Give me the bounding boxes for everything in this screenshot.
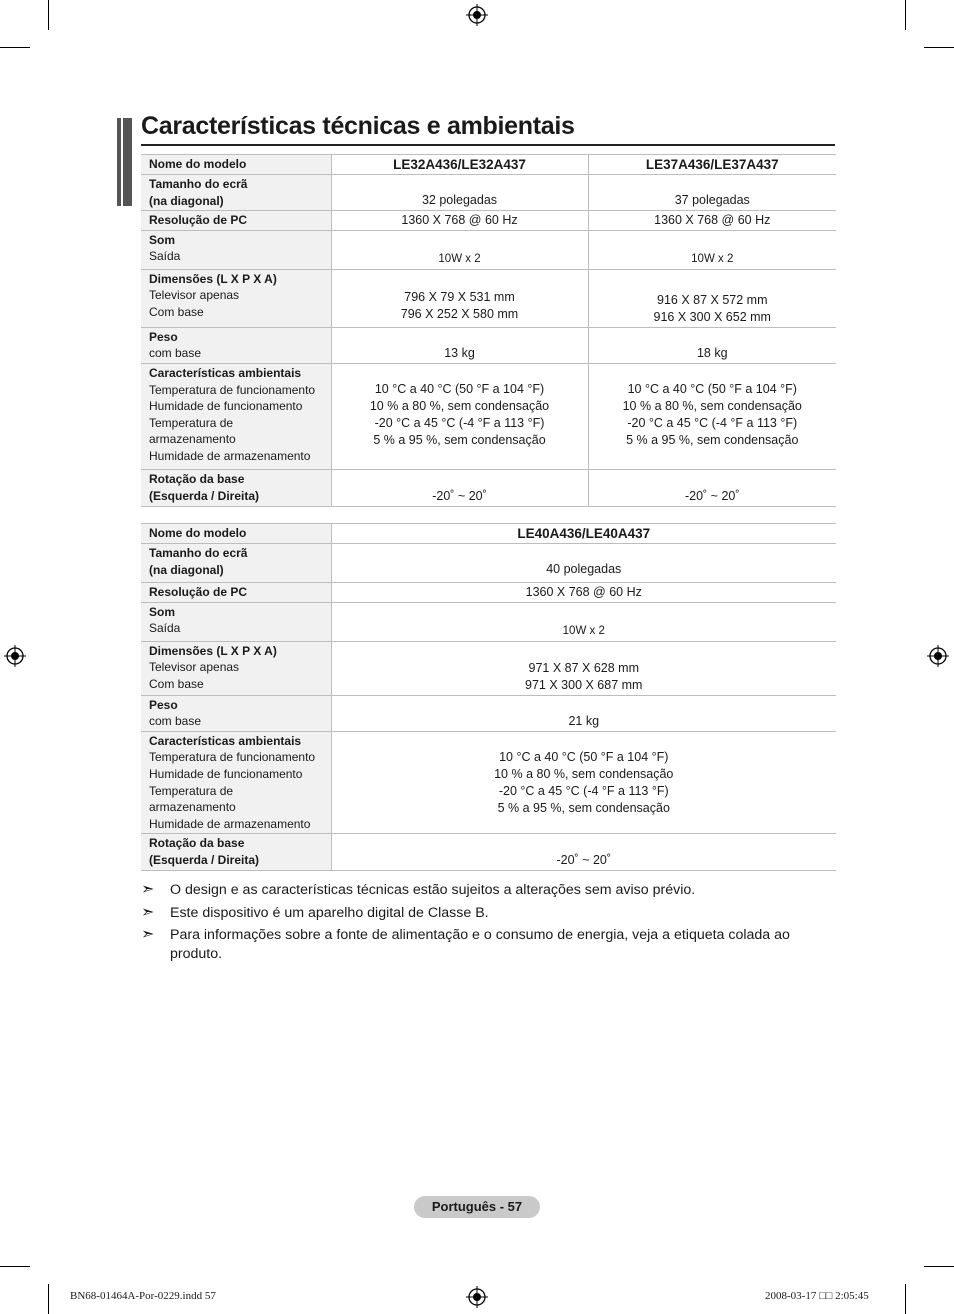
spec-table-40 — [141, 523, 836, 871]
spec-value: 1360 X 768 @ 60 Hz — [654, 212, 771, 227]
row-sublabel: Temperatura de armazenamento — [149, 783, 236, 815]
spec-value: 971 X 87 X 628 mm — [528, 660, 639, 675]
spec-value: 21 kg — [568, 713, 600, 728]
row-sublabel: Humidade de armazenamento — [149, 816, 311, 831]
table-row — [141, 602, 836, 641]
model-name: LE32A436/LE32A437 — [331, 155, 588, 175]
table-row — [141, 544, 836, 583]
model-name: LE40A436/LE40A437 — [331, 524, 836, 544]
row-label: Peso — [149, 697, 178, 712]
row-label: Resolução de PC — [149, 213, 248, 228]
spec-value: 10 °C a 40 °C (50 °F a 104 °F) — [499, 749, 669, 764]
row-sublabel: Humidade de armazenamento — [149, 448, 311, 463]
row-sublabel: Com base — [149, 304, 204, 319]
spec-value: 37 polegadas — [674, 193, 750, 208]
model-name: LE37A436/LE37A437 — [588, 155, 836, 175]
row-label: Resolução de PC — [149, 585, 248, 599]
row-label: Tamanho do ecrã — [149, 177, 248, 191]
row-label: (na diagonal) — [149, 562, 224, 577]
spec-value: 10 °C a 40 °C (50 °F a 104 °F) — [374, 381, 545, 396]
spec-value: 10 °C a 40 °C (50 °F a 104 °F) — [627, 381, 797, 396]
spec-value: 796 X 252 X 580 mm — [400, 306, 519, 321]
row-sublabel: Humidade de funcionamento — [149, 766, 303, 781]
crop-mark — [48, 0, 49, 30]
spec-value: -20˚ ~ 20˚ — [432, 488, 487, 503]
spec-value: 971 X 300 X 687 mm — [525, 677, 643, 692]
table-row — [141, 327, 836, 363]
table-row — [141, 269, 836, 327]
arrow-icon: ➣ — [141, 926, 155, 943]
spec-value: 10 % a 80 %, sem condensação — [622, 398, 802, 413]
row-label: (Esquerda / Direita) — [149, 852, 260, 867]
table-row — [141, 211, 836, 231]
print-slug-file: BN68-01464A-Por-0229.indd 57 — [70, 1290, 216, 1302]
table-row — [141, 695, 836, 731]
note-text: O design e as características técnicas estão sujeitos a alterações sem aviso prévio. — [170, 882, 696, 898]
crop-mark — [905, 1284, 906, 1314]
row-sublabel: Televisor apenas — [149, 660, 240, 675]
registration-mark-icon — [466, 4, 488, 26]
arrow-icon: ➣ — [141, 903, 155, 921]
spec-value: -20˚ ~ 20˚ — [684, 488, 740, 503]
print-slug-date: 2008-03-17 □□ 2:05:45 — [765, 1290, 869, 1302]
row-label: Som — [149, 604, 176, 619]
note-item — [141, 881, 836, 900]
spec-value: -20˚ ~ 20˚ — [556, 852, 612, 867]
spec-value: 10 % a 80 %, sem condensação — [494, 766, 674, 781]
row-sublabel: com base — [149, 714, 202, 729]
table-row — [141, 583, 836, 603]
crop-mark — [0, 1266, 30, 1267]
crop-mark — [0, 47, 30, 48]
row-sublabel: Humidade de funcionamento — [149, 399, 303, 414]
note-item — [141, 926, 836, 964]
spec-value: 10W x 2 — [562, 624, 605, 637]
spec-value: 40 polegadas — [546, 562, 622, 576]
note-item — [141, 904, 836, 923]
row-label: Dimensões (L X P X A) — [149, 643, 277, 658]
row-sublabel: Saída — [149, 621, 181, 636]
spec-value: 1360 X 768 @ 60 Hz — [525, 584, 642, 599]
table-row — [141, 731, 836, 834]
table-header-row — [141, 524, 836, 544]
page-number-badge: Português - 57 — [414, 1196, 540, 1218]
table-row — [141, 175, 836, 211]
row-label: (Esquerda / Direita) — [149, 488, 260, 503]
row-label: Rotação da base — [149, 471, 245, 486]
spec-value: 5 % a 95 %, sem condensação — [626, 432, 799, 447]
row-sublabel: com base — [149, 346, 202, 361]
row-label: Tamanho do ecrã — [149, 546, 248, 560]
row-label: Características ambientais — [149, 733, 302, 748]
table-row — [141, 834, 836, 870]
row-label: Som — [149, 232, 176, 247]
spec-value: 916 X 300 X 652 mm — [653, 309, 771, 324]
note-text: Este dispositivo é um aparelho digital de Classe B. — [170, 904, 489, 921]
table-row — [141, 230, 836, 269]
spec-value: -20 °C a 45 °C (-4 °F a 113 °F) — [498, 783, 669, 798]
row-sublabel: Saída — [149, 249, 181, 264]
arrow-icon: ➣ — [141, 881, 155, 898]
spec-value: 32 polegadas — [421, 193, 498, 208]
spec-value: 916 X 87 X 572 mm — [657, 292, 768, 307]
spec-value: 5 % a 95 %, sem condensação — [497, 800, 670, 815]
crop-mark — [48, 1284, 49, 1314]
row-label: Peso — [149, 329, 178, 344]
spec-value: 5 % a 95 %, sem condensação — [373, 432, 546, 447]
header-label: Nome do modelo — [141, 155, 331, 175]
row-sublabel: Com base — [149, 676, 204, 691]
spec-value: 13 kg — [444, 345, 475, 360]
spec-value: 10W x 2 — [691, 252, 734, 265]
registration-mark-icon — [466, 1286, 488, 1308]
row-sublabel: Temperatura de armazenamento — [149, 415, 236, 447]
crop-mark — [924, 47, 954, 48]
spec-value: 10 % a 80 %, sem condensação — [369, 398, 550, 413]
title-accent-bar — [117, 118, 132, 206]
spec-value: -20 °C a 45 °C (-4 °F a 113 °F) — [627, 415, 798, 430]
table-row — [141, 641, 836, 695]
table-header-row — [141, 155, 836, 175]
note-text: Para informações sobre a fonte de alimentação e o consumo de energia, veja a etiqueta colada ao produto. — [170, 927, 790, 962]
header-label: Nome do modelo — [141, 524, 331, 544]
spec-value: 10W x 2 — [438, 252, 481, 265]
row-sublabel: Temperatura de funcionamento — [149, 750, 316, 765]
crop-mark — [924, 1266, 954, 1267]
table-row — [141, 363, 836, 469]
row-label: (na diagonal) — [149, 193, 224, 208]
row-label: Características ambientais — [149, 365, 302, 380]
row-sublabel: Temperatura de funcionamento — [149, 382, 316, 397]
crop-mark — [905, 0, 906, 30]
row-label: Rotação da base — [149, 836, 245, 851]
table-row — [141, 469, 836, 506]
page-title: Características técnicas e ambientais — [141, 112, 575, 140]
registration-mark-icon — [927, 645, 949, 667]
row-label: Dimensões (L X P X A) — [149, 271, 277, 286]
registration-mark-icon — [4, 645, 26, 667]
row-sublabel: Televisor apenas — [149, 288, 240, 303]
notes-list — [141, 881, 836, 968]
title-divider — [141, 144, 835, 146]
spec-table-32-37 — [141, 154, 836, 507]
spec-value: 1360 X 768 @ 60 Hz — [401, 212, 518, 227]
spec-value: 796 X 79 X 531 mm — [404, 289, 515, 304]
spec-value: -20 °C a 45 °C (-4 °F a 113 °F) — [374, 415, 545, 430]
spec-value: 18 kg — [696, 345, 728, 360]
